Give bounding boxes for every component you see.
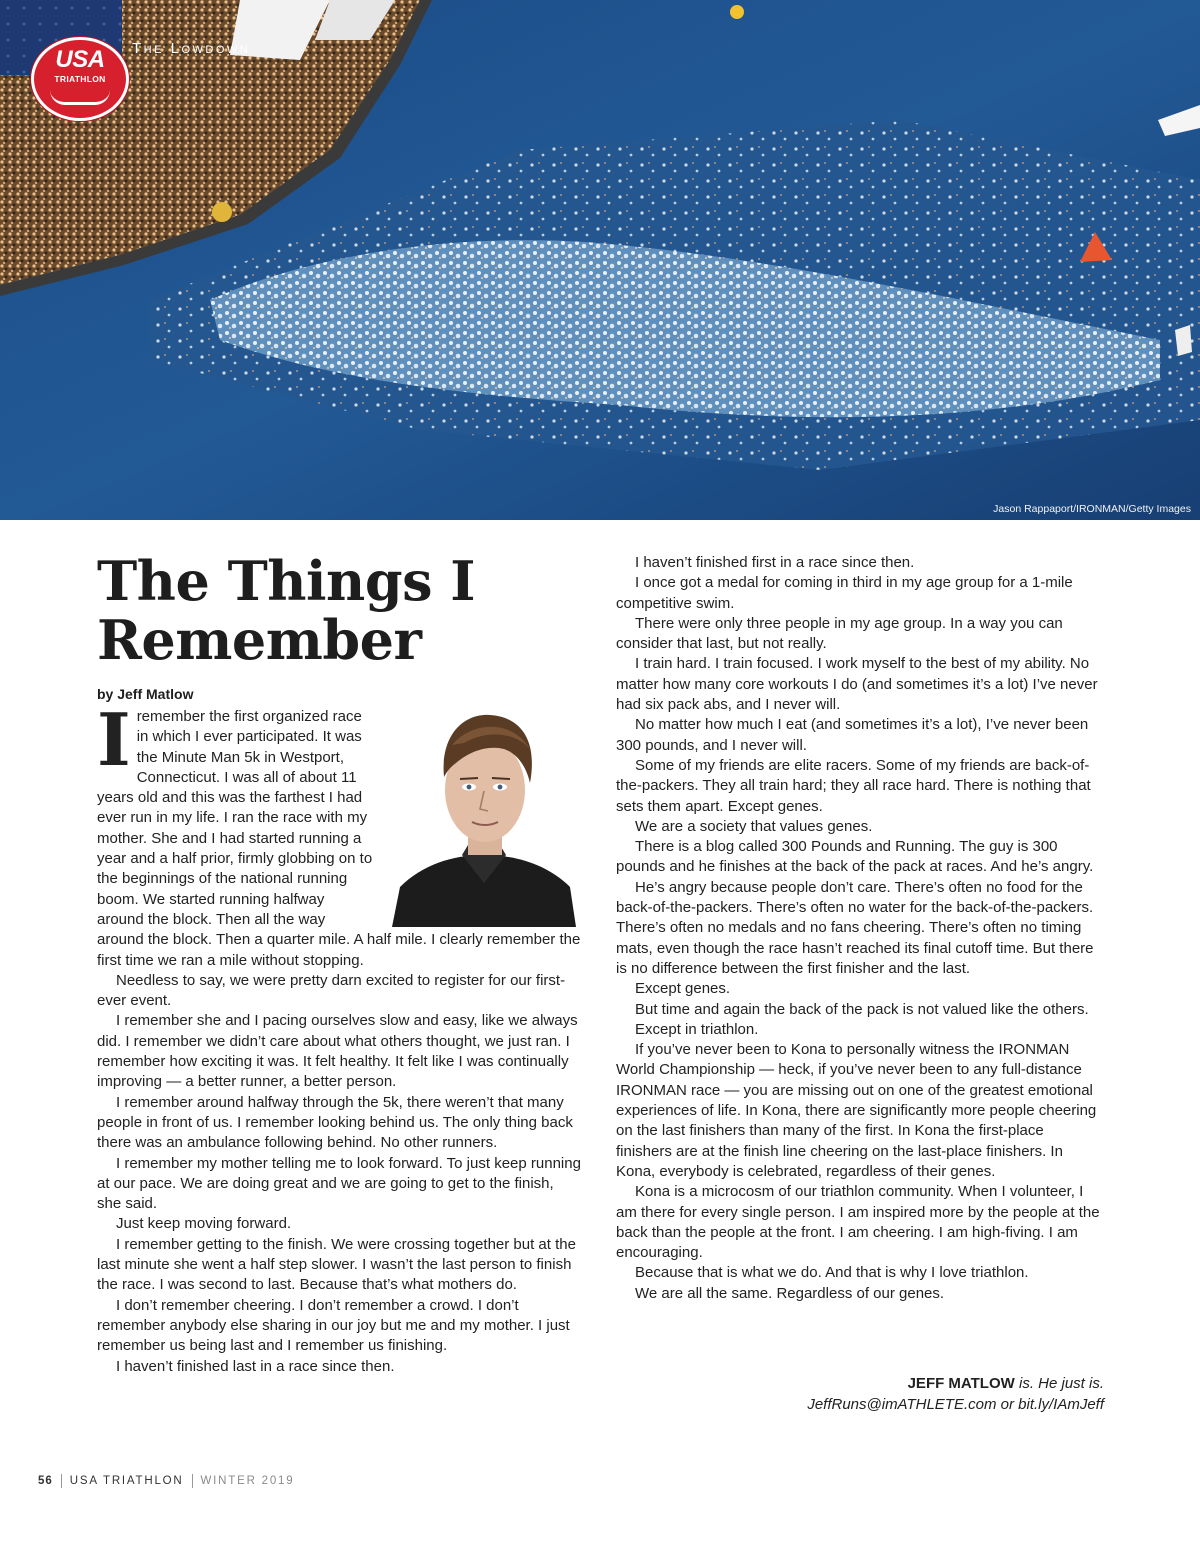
paragraph: Because that is what we do. And that is why I love triathlon. [635, 1264, 1029, 1282]
hero-photo [0, 0, 1200, 520]
article-title [97, 549, 597, 672]
publication-name: USA TRIATHLON [69, 1475, 184, 1488]
drop-cap: I [97, 697, 131, 782]
paragraph: I remember getting to the finish. We were crossing together but at the last minute she went a half step slower. I wasn’t the last person to finish the race. I was second to last. Because that’s what mothers do. [97, 1235, 576, 1294]
paragraph: I once got a medal for coming in third in my age group for a 1-mile competitive swim. [616, 574, 1073, 612]
issue-date: WINTER 2019 [200, 1475, 295, 1488]
paragraph: But time and again the back of the pack is not valued like the others. [635, 1000, 1089, 1018]
paragraph: I haven’t finished last in a race since then. [116, 1357, 395, 1375]
paragraph: Just keep moving forward. [116, 1215, 292, 1233]
logo-text-usa: USA [55, 46, 105, 73]
author-contact: JeffRuns@imATHLETE.com or bit.ly/IAmJeff [807, 1396, 1104, 1413]
article-column-1 [97, 697, 581, 1377]
article-column-2 [616, 553, 1100, 1304]
paragraph: I haven’t finished first in a race since then. [635, 554, 915, 571]
paragraph: Kona is a microcosm of our triathlon community. When I volunteer, I am there for every single person. I am inspired more by the people at the back than the people at the front. I am cheering. I am high-fiving. I am encouraging. [616, 1183, 1100, 1262]
paragraph: We are all the same. Regardless of our genes. [635, 1284, 945, 1302]
paragraph: I remember around halfway through the 5k, there weren’t that many people in front of us. I remember looking behind us. The only thing back there was an ambulance following behind. No other runners. [97, 1093, 573, 1152]
paragraph: If you’ve never been to Kona to personally witness the IRONMAN World Championship — heck, if you’ve never been to any full-distance IRONMAN race — you are missing out on one of the greatest emotional experiences of life. In Kona, there are significantly more people cheering on the last finishers than many of the first. In Kona the first-place finishers are at the finish line cheering on the last-place finishers. In Kona, everybody is celebrated, regardless of their genes. [616, 1041, 1097, 1180]
footer-divider [61, 1474, 62, 1488]
byline: by Jeff Matlow [97, 686, 194, 702]
footer-divider [192, 1474, 193, 1488]
paragraph: I remember my mother telling me to look forward. To just keep running at our pace. We are doing great and we are going to get to the finish, she said. [97, 1154, 581, 1213]
paragraph: remember the first organized race in which I ever participated. It was the Minute Man 5k in Westport, Connecticut. I was all of about 11 years old and this was the farthest I had ever run in my life. I ran the race with my mother. She and I had started running a year and a half prior, firmly globbing on to the beginnings of the national running boom. We started running halfway around the block. Then all the way around the block. Then a quarter mile. A half mile. I clearly remember the first time we ran a mile without stopping. [97, 708, 581, 969]
author-signature [807, 1373, 1104, 1415]
paragraph: Except genes. [635, 980, 731, 998]
usa-triathlon-logo [31, 37, 129, 121]
paragraph: He’s angry because people don’t care. There’s often no food for the back-of-the-packers. There’s often no water for the back-of-the-packers. There’s often no medals and no fans cheering. There’s often no timing mats, even though the race hasn’t reached its final cutoff time. But there is no difference between the first finisher and the last. [616, 878, 1094, 977]
paragraph: We are a society that values genes. [635, 817, 873, 835]
title-line-2: Remember [97, 608, 422, 672]
page-footer [38, 1474, 294, 1488]
swim-start-illustration [0, 0, 1200, 520]
photo-credit: Jason Rappaport/IRONMAN/Getty Images [993, 503, 1191, 515]
author-tagline: is. He just is. [1014, 1375, 1104, 1392]
portrait-wrap-space [375, 707, 581, 925]
section-label: The Lowdown [132, 40, 251, 57]
logo-text-triathlon: TRIATHLON [54, 74, 106, 84]
author-bio-line [807, 1373, 1104, 1394]
page-number: 56 [38, 1475, 53, 1488]
paragraph: No matter how much I eat (and sometimes it’s a lot), I’ve never been 300 pounds, and I never will. [616, 716, 1089, 754]
title-line-1: The Things I [97, 549, 476, 613]
paragraph: There is a blog called 300 Pounds and Running. The guy is 300 pounds and he finishes at the back of the pack at races. And he’s angry. [616, 838, 1094, 876]
paragraph: I remember she and I pacing ourselves slow and easy, like we always did. I remember we didn’t care about what others thought, we just ran. I remember how exciting it was. It felt healthy. It felt like I was continually improving — a better runner, a better person. [97, 1012, 578, 1091]
paragraph: Except in triathlon. [635, 1020, 759, 1038]
logo-swoosh-icon [50, 90, 110, 105]
paragraph: I don’t remember cheering. I don’t remember a crowd. I don’t remember anybody else sharing in our joy but me and my mother. I just remember us being last and I remember us finishing. [97, 1296, 570, 1355]
paragraph: Some of my friends are elite racers. Some of my friends are back-of-the-packers. They all train hard; they all race hard. There is nothing that sets them apart. Except genes. [616, 756, 1091, 815]
paragraph: I train hard. I train focused. I work myself to the best of my ability. No matter how many core workouts I do (and sometimes it’s a lot) I’ve never had six pack abs, and I never will. [616, 655, 1098, 714]
paragraph: There were only three people in my age group. In a way you can consider that last, but not really. [616, 614, 1063, 653]
author-name: JEFF MATLOW [907, 1375, 1015, 1392]
paragraph: Needless to say, we were pretty darn excited to register for our first-ever event. [97, 971, 566, 1010]
